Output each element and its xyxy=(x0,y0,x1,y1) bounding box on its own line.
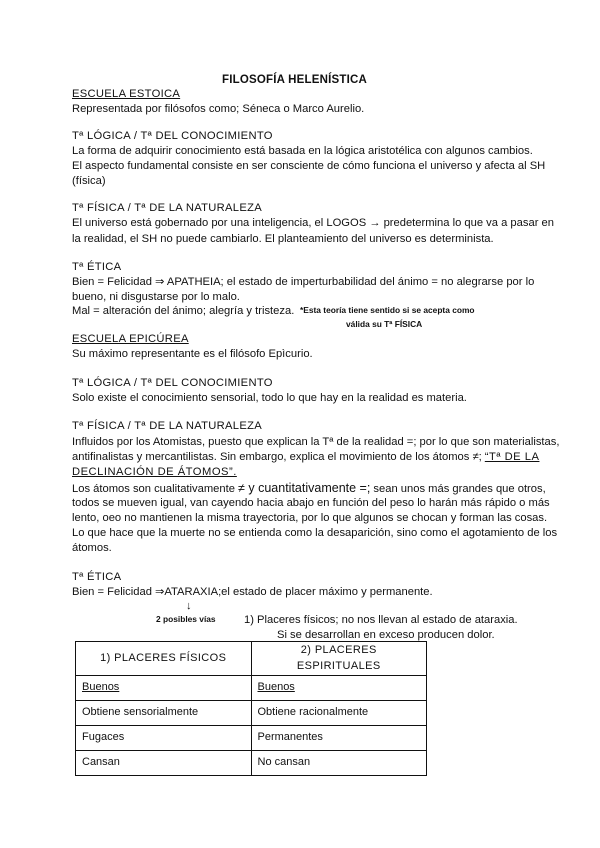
paragraph-line: Lo que hace que la muerte no se entienda como la desaparición, sino como el agotamiento de los xyxy=(72,527,558,539)
epicurea-logica-heading: Tª LÓGICA / Tª DEL CONOCIMIENTO xyxy=(72,377,273,389)
estoica-logica-heading: Tª LÓGICA / Tª DEL CONOCIMIENTO xyxy=(72,130,273,142)
paragraph-line: bueno, ni disgustarse por lo malo. xyxy=(72,291,240,303)
table-row xyxy=(76,700,427,725)
footnote-note: válida su Tª FÍSICA xyxy=(346,319,423,329)
text-run: sean unos más grandes que otros, xyxy=(370,483,546,495)
paragraph-line: El aspecto fundamental consiste en ser consciente de cómo funciona el universo y afecta al SH xyxy=(72,160,546,172)
table-header-row xyxy=(76,642,427,676)
down-arrow-icon: ↓ xyxy=(186,600,192,612)
section-heading-epicurea: ESCUELA EPICÚREA xyxy=(72,333,189,345)
paragraph-line: todos se mueven igual, van cayendo hacia abajo en función del peso lo harán más rápido o más xyxy=(72,497,550,509)
paragraph-line: La forma de adquirir conocimiento está basada en la lógica aristotélica con algunos cambios. xyxy=(72,145,533,157)
epicurea-intro: Su máximo representante es el filósofo Epìcurio. xyxy=(72,348,313,360)
table-cell: Obtiene racionalmente xyxy=(251,700,427,725)
estoica-fisica-heading: Tª FÍSICA / Tª DE LA NATURALEZA xyxy=(72,202,262,214)
epicurea-etica-heading: Tª ÉTICA xyxy=(72,571,122,583)
text-run: antifinalistas y mercantilistas. Sin embargo, explica el movimiento de los átomos ≠; xyxy=(72,451,485,463)
epicurea-fisica-heading: Tª FÍSICA / Tª DE LA NATURALEZA xyxy=(72,420,262,432)
paragraph-line: átomos. xyxy=(72,542,112,554)
table-cell: Permanentes xyxy=(251,725,427,750)
list-item-detail: Si se desarrollan en exceso producen dolor. xyxy=(277,629,495,641)
table-cell: Buenos xyxy=(251,675,427,700)
table-cell: Fugaces xyxy=(76,725,252,750)
estoica-etica-heading: Tª ÉTICA xyxy=(72,261,122,273)
paragraph-line: (física) xyxy=(72,175,106,187)
footnote-note: *Esta teoría tiene sentido si se acepta como xyxy=(300,305,475,315)
paragraph-line xyxy=(72,449,539,465)
table-row xyxy=(76,675,427,700)
table-header-cell: 2) PLACERES ESPIRITUALES xyxy=(251,642,427,676)
paragraph-line: lento, oeo no mantienen la misma trayectoria, por lo que algunos se chocan y forman las cosas. xyxy=(72,512,548,524)
table-cell: Cansan xyxy=(76,750,252,775)
theory-reference: DECLINACIÓN DE ÁTOMOS”. xyxy=(72,466,237,478)
paragraph-line: la realidad, el SH no puede cambiarlo. El planteamiento del universo es determinista. xyxy=(72,233,494,245)
text-run: Los átomos son cualitativamente xyxy=(72,483,239,495)
page-title: FILOSOFÍA HELENÍSTICA xyxy=(222,74,367,86)
table-row xyxy=(76,725,427,750)
list-item: 1) Placeres físicos; no nos llevan al estado de ataraxia. xyxy=(244,614,518,626)
vias-label: 2 posibles vías xyxy=(156,614,216,624)
paragraph-line: El universo está gobernado por una inteligencia, el LOGOS → predetermina lo que va a pasar en xyxy=(72,217,554,229)
paragraph-line: Influidos por los Atomistas, puesto que explican la Tª de la realidad =; por lo que son materialistas, xyxy=(72,436,560,448)
table-cell: Buenos xyxy=(76,675,252,700)
table-header-cell: 1) PLACERES FÍSICOS xyxy=(76,642,252,676)
paragraph-line: Bien = Felicidad ⇒ATARAXIA;el estado de placer máximo y permanente. xyxy=(72,586,433,598)
estoica-intro: Representada por filósofos como; Séneca o Marco Aurelio. xyxy=(72,103,365,115)
text-run: ≠ y cuantitativamente =; xyxy=(238,481,371,495)
pleasures-table xyxy=(75,641,427,776)
theory-reference: “Tª DE LA xyxy=(484,451,540,463)
table-cell: Obtiene sensorialmente xyxy=(76,700,252,725)
paragraph-line: Solo existe el conocimiento sensorial, todo lo que hay en la realidad es materia. xyxy=(72,392,467,404)
section-heading-estoica: ESCUELA ESTOICA xyxy=(72,88,181,100)
table-cell: No cansan xyxy=(251,750,427,775)
paragraph-line: Mal = alteración del ánimo; alegría y tristeza. xyxy=(72,305,295,317)
table-row xyxy=(76,750,427,775)
paragraph-line: Bien = Felicidad ⇒ APATHEIA; el estado de imperturbabilidad del ánimo = no alegrarse por lo xyxy=(72,276,535,288)
